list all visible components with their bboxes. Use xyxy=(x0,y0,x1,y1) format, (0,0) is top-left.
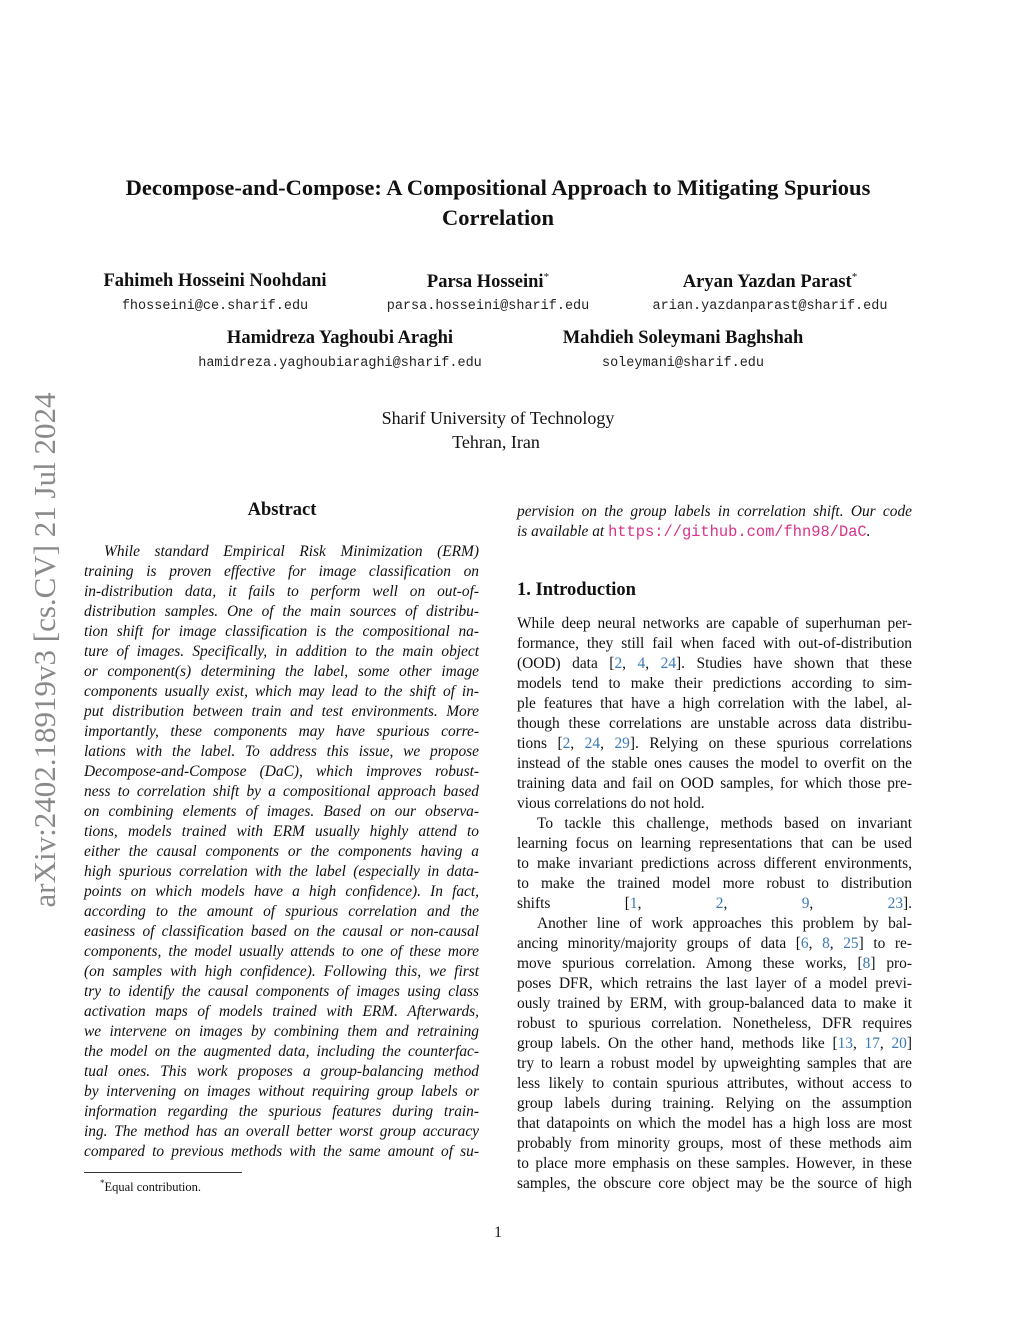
introduction-heading-text: 1. Introduction xyxy=(517,580,636,600)
text: though these correlations are unstable across data distribu- xyxy=(517,715,912,732)
text: , xyxy=(852,1035,865,1052)
author-name-text: Mahdieh Soleymani Baghshah xyxy=(562,328,804,348)
abstract-line: Decompose-and-Compose (DaC), which improves robust- xyxy=(84,763,479,780)
text: probably from minority groups, most of these methods aim xyxy=(517,1135,912,1152)
introduction-line xyxy=(517,914,912,934)
introduction-line xyxy=(517,634,912,654)
text: group labels during training. Relying on the assumption xyxy=(517,1095,912,1112)
author-email: parsa.hosseini@sharif.edu xyxy=(386,299,590,314)
text: is available at xyxy=(517,523,609,540)
text: , xyxy=(809,895,888,912)
author-name-text: Hamidreza Yaghoubi Araghi xyxy=(226,328,454,348)
introduction-line xyxy=(517,954,912,974)
footnote xyxy=(100,1178,201,1195)
affiliation-location: Tehran, Iran xyxy=(452,432,540,452)
abstract-line: try to identify the causal components of images using class xyxy=(84,983,479,1000)
author-email: soleymani@sharif.edu xyxy=(601,356,765,371)
abstract-line: we intervene on images by combining them and retraining xyxy=(84,1023,479,1040)
introduction-heading xyxy=(517,580,636,601)
text: . xyxy=(866,523,871,540)
text: robust to spurious correlation. Nonetheless, DFR requires xyxy=(517,1015,912,1032)
text: , xyxy=(570,735,585,752)
text: , xyxy=(622,655,638,672)
introduction-line xyxy=(517,1034,912,1054)
citation-link[interactable]: 23 xyxy=(887,895,904,912)
text: move spurious correlation. Among these works, [ xyxy=(517,955,863,972)
abstract-line: according to the amount of spurious correlation and the xyxy=(84,903,479,920)
citation-link[interactable]: 25 xyxy=(843,935,859,952)
text: , xyxy=(829,935,844,952)
abstract-line: the model on the augmented data, including the counterfac- xyxy=(84,1043,479,1060)
text: (OOD) data [ xyxy=(517,655,615,672)
abstract-line: in-distribution data, it fails to perform well on out-of- xyxy=(84,583,479,600)
abstract-line xyxy=(517,522,912,542)
citation-link[interactable]: 4 xyxy=(637,655,646,672)
abstract-line: tual ones. This work proposes a group-balancing method xyxy=(84,1063,479,1080)
footnote-text: Equal contribution. xyxy=(104,1180,202,1195)
text: learning focus on learning representations that can be used xyxy=(517,835,912,852)
author-email: hamidreza.yaghoubiaraghi@sharif.edu xyxy=(198,356,482,371)
text: try to learn a robust model by upweighting samples that are xyxy=(517,1055,912,1072)
introduction-line xyxy=(517,1174,912,1194)
introduction-line xyxy=(517,874,912,894)
abstract-line: either the causal components or the components having a xyxy=(84,843,479,860)
text: ously trained by ERM, with group-balanced data to make it xyxy=(517,995,912,1012)
introduction-line xyxy=(517,1114,912,1134)
citation-link[interactable]: 13 xyxy=(837,1035,853,1052)
abstract-heading-text: Abstract xyxy=(247,500,317,520)
text: ancing minority/majority groups of data [ xyxy=(517,935,801,952)
citation-link[interactable]: 1 xyxy=(629,895,638,912)
author-name xyxy=(683,271,857,293)
introduction-line xyxy=(517,754,912,774)
abstract-heading xyxy=(248,500,317,521)
equal-contribution-mark: * xyxy=(851,271,858,283)
text: poses DFR, which retrains the last layer of a model previ- xyxy=(517,975,912,992)
code-url-link[interactable]: https://github.com/fhn98/DaC xyxy=(608,523,867,541)
page-number: 1 xyxy=(494,1224,502,1241)
citation-link[interactable]: 2 xyxy=(562,735,571,752)
introduction-line xyxy=(517,734,912,754)
author-name xyxy=(563,328,804,349)
introduction-line xyxy=(517,1014,912,1034)
text: To tackle this challenge, methods based on invariant xyxy=(537,815,912,832)
introduction-line xyxy=(517,834,912,854)
introduction-line xyxy=(517,694,912,714)
introduction-line xyxy=(517,1094,912,1114)
text: , xyxy=(879,1035,892,1052)
citation-link[interactable]: 17 xyxy=(864,1035,880,1052)
text: , xyxy=(637,895,716,912)
text: vious correlations do not hold. xyxy=(517,795,705,812)
citation-link[interactable]: 6 xyxy=(800,935,809,952)
abstract-line: pervision on the group labels in correlation shift. Our code xyxy=(517,503,912,520)
introduction-line xyxy=(517,934,912,954)
author-name-text: Aryan Yazdan Parast xyxy=(682,272,852,293)
text: ] to re- xyxy=(858,935,912,952)
text: to make the trained model more robust to distribution xyxy=(517,875,912,892)
author-name xyxy=(103,271,326,292)
citation-link[interactable]: 24 xyxy=(584,735,601,752)
introduction-line xyxy=(517,1154,912,1174)
abstract-line: lations with the label. To address this issue, we propose xyxy=(84,743,479,760)
introduction-line xyxy=(517,1134,912,1154)
text: that datapoints on which the model has a high loss are most xyxy=(517,1115,912,1132)
introduction-line xyxy=(517,794,912,814)
abstract-line: ture of images. Specifically, in addition to the main object xyxy=(84,643,479,660)
footnote-mark: * xyxy=(100,1178,105,1188)
author-name xyxy=(227,328,453,349)
text: ]. Studies have shown that these xyxy=(676,655,912,672)
text: to place more emphasis on these samples. However, in these xyxy=(517,1155,912,1172)
abstract-line: components usually exist, which may lead to the shift of in- xyxy=(84,683,479,700)
abstract-continuation xyxy=(517,502,912,542)
introduction-line xyxy=(517,1074,912,1094)
text: instead of the stable ones causes the model to overfit on the xyxy=(517,755,912,772)
citation-link[interactable]: 24 xyxy=(660,655,677,672)
abstract-line: high spurious correlation with the label (especially in data- xyxy=(84,863,479,880)
author-name-text: Parsa Hosseini xyxy=(426,272,544,293)
citation-link[interactable]: 29 xyxy=(614,735,630,752)
introduction-line xyxy=(517,974,912,994)
text: formance, they still fail when faced with out-of-distribution xyxy=(517,635,912,652)
abstract-line: ness to correlation shift by a compositional approach based xyxy=(84,783,479,800)
abstract-line: tions, models trained with ERM usually highly attend to xyxy=(84,823,479,840)
abstract-line: easiness of classification based on the causal or non-causal xyxy=(84,923,479,940)
abstract-line: points on which models have a high confidence). In fact, xyxy=(84,883,479,900)
text: , xyxy=(723,895,802,912)
author-email: fhosseini@ce.sharif.edu xyxy=(121,299,309,314)
footnote-rule xyxy=(84,1172,242,1173)
abstract-line: ing. The method has an overall better worst group accuracy xyxy=(84,1123,479,1140)
text: models tend to make their predictions according to sim- xyxy=(517,675,912,692)
citation-link[interactable]: 2 xyxy=(614,655,623,672)
citation-link[interactable]: 8 xyxy=(862,955,871,972)
abstract-line: tion shift for image classification is the compositional na- xyxy=(84,623,479,640)
abstract-line: While standard Empirical Risk Minimization (ERM) xyxy=(104,543,479,560)
citation-link[interactable]: 20 xyxy=(891,1035,907,1052)
paper-title-line-2: Correlation xyxy=(441,205,555,230)
text: tions [ xyxy=(517,735,563,752)
text: less likely to contain spurious attributes, without access to xyxy=(517,1075,912,1092)
text: group labels. On the other hand, methods like [ xyxy=(517,1035,838,1052)
abstract-line: information regarding the spurious features during train- xyxy=(84,1103,479,1120)
text: Another line of work approaches this problem by bal- xyxy=(537,915,912,932)
introduction-body xyxy=(517,614,912,1194)
text: , xyxy=(600,735,615,752)
text: ple features that have a high correlation with the label, al- xyxy=(517,695,912,712)
text: samples, the obscure core object may be the source of high xyxy=(517,1175,912,1192)
introduction-line xyxy=(517,854,912,874)
introduction-line xyxy=(517,774,912,794)
abstract-body xyxy=(84,542,479,1162)
text: , xyxy=(645,655,661,672)
introduction-line xyxy=(517,1054,912,1074)
equal-contribution-mark: * xyxy=(543,271,550,283)
introduction-line xyxy=(517,814,912,834)
introduction-line xyxy=(517,674,912,694)
abstract-line: put distribution between train and test environments. More xyxy=(84,703,479,720)
abstract-line: compared to previous methods with the same amount of su- xyxy=(84,1143,479,1160)
introduction-line xyxy=(517,614,912,634)
introduction-line xyxy=(517,654,912,674)
introduction-line xyxy=(517,894,912,914)
paper-title-line-1: Decompose-and-Compose: A Compositional Approach to Mitigating Spurious xyxy=(125,175,871,200)
text: training data and fail on OOD samples, for which those pre- xyxy=(517,775,912,792)
citation-link[interactable]: 8 xyxy=(822,935,830,952)
abstract-line: or component(s) determining the label, some other image xyxy=(84,663,479,680)
text: to make invariant predictions across different environments, xyxy=(517,855,912,872)
author-email: arian.yazdanparast@sharif.edu xyxy=(652,299,888,314)
abstract-line: on combining elements of images. Based on our observa- xyxy=(84,803,479,820)
abstract-line: components, the model usually attends to one of these more xyxy=(84,943,479,960)
text: ] pro- xyxy=(870,955,913,972)
affiliation-institution: Sharif University of Technology xyxy=(381,408,615,428)
text: While deep neural networks are capable of superhuman per- xyxy=(517,615,912,632)
arxiv-identifier: arXiv:2402.18919v3 [cs.CV] 21 Jul 2024 xyxy=(27,392,62,908)
citation-link[interactable]: 2 xyxy=(715,895,724,912)
introduction-line xyxy=(517,714,912,734)
text: , xyxy=(808,935,823,952)
introduction-line xyxy=(517,994,912,1014)
author-name-text: Fahimeh Hosseini Noohdani xyxy=(103,271,327,291)
citation-link[interactable]: 9 xyxy=(801,895,810,912)
text: shifts [ xyxy=(517,895,630,912)
author-name xyxy=(427,271,549,293)
text: ]. xyxy=(903,895,912,912)
abstract-line: training is proven effective for image classification on xyxy=(84,563,479,580)
abstract-line: activation maps of models trained with ERM. Afterwards, xyxy=(84,1003,479,1020)
text: ] xyxy=(906,1035,912,1052)
abstract-line: (on samples with high confidence). Following this, we first xyxy=(84,963,479,980)
text: ]. Relying on these spurious correlations xyxy=(629,735,912,752)
abstract-line: by intervening on images without requiring group labels or xyxy=(84,1083,479,1100)
abstract-line: importantly, these components may have spurious corre- xyxy=(84,723,479,740)
abstract-line: distribution samples. One of the main sources of distribu- xyxy=(84,603,479,620)
